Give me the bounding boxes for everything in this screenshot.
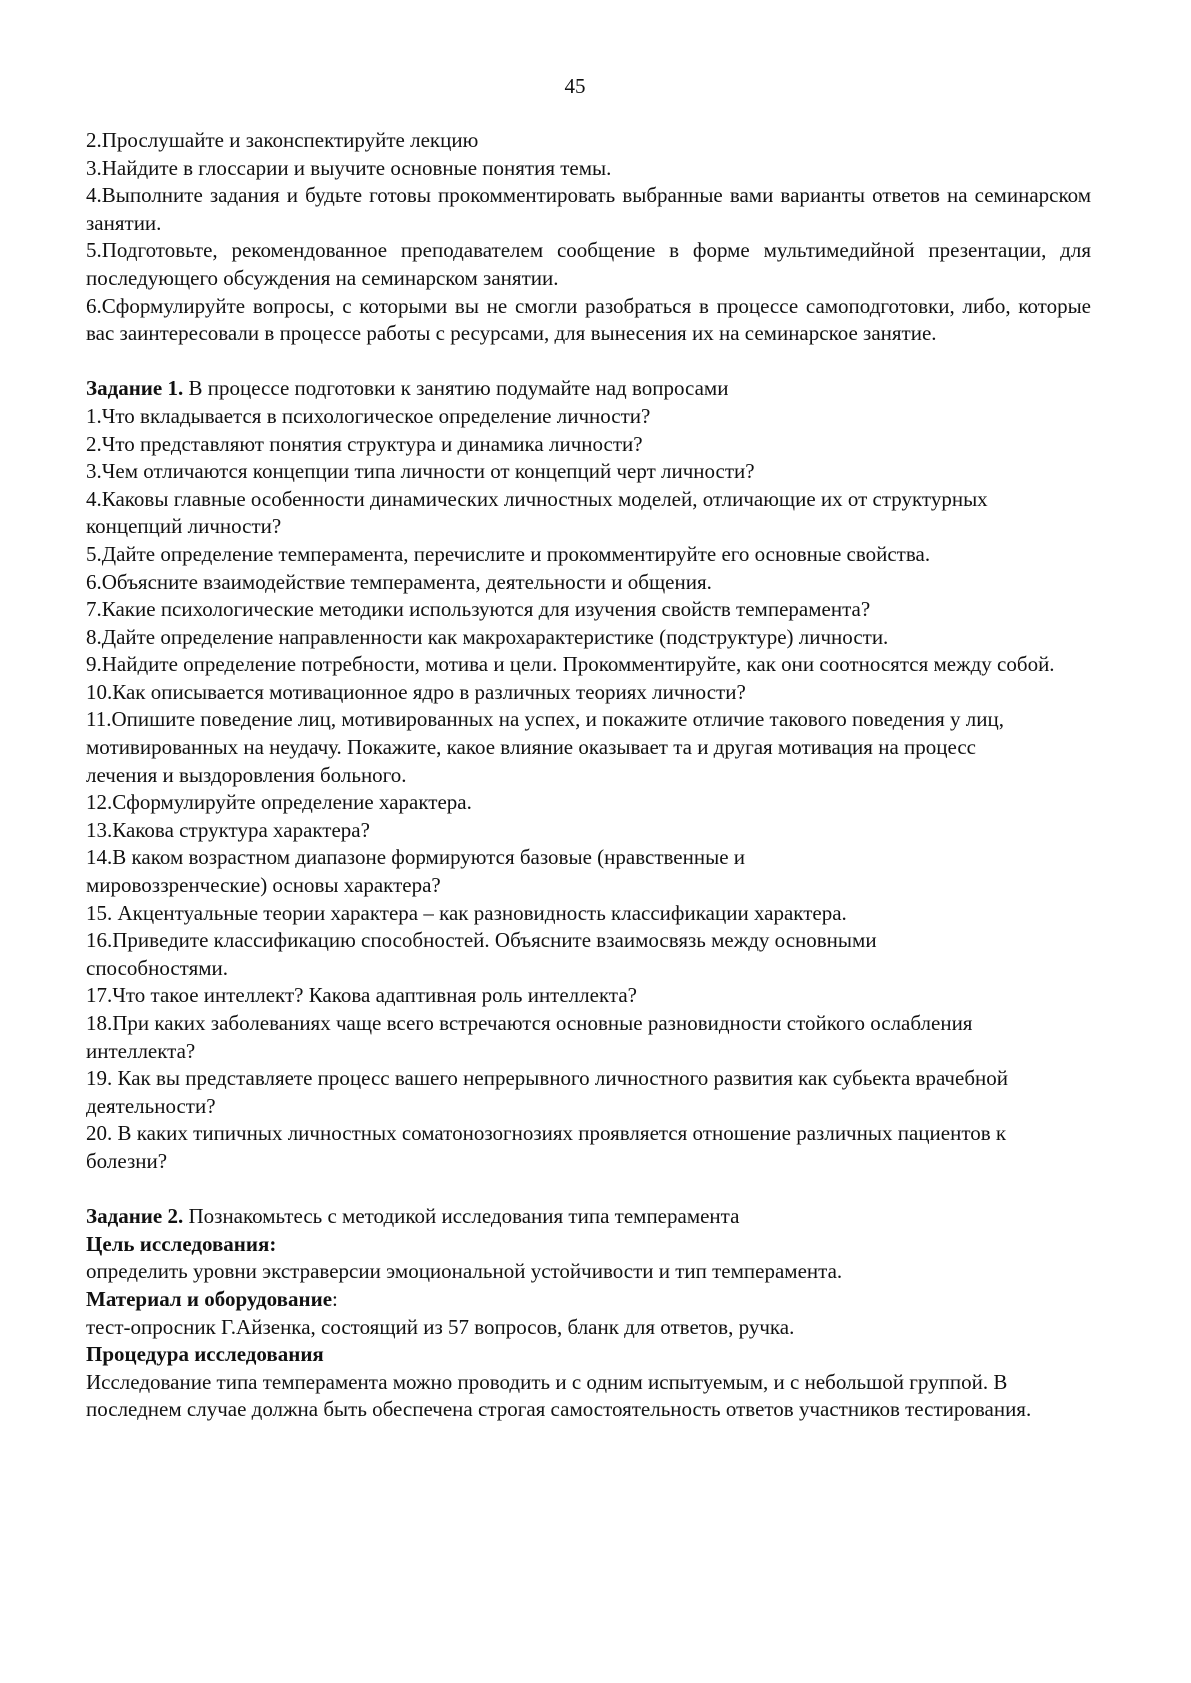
section-gap (86, 1176, 1091, 1204)
material-heading-line (86, 1286, 1091, 1314)
procedure-text: Исследование типа темперамента можно проводить и с одним испытуемым, и с небольшой группой. В последнем случае должна быть обеспечена строгая самостоятельность ответов участников тестирования. (86, 1369, 1032, 1422)
question-11: 11.Опишите поведение лиц, мотивированных на успех, и покажите отличие такового поведения у лиц, мотивированных на неудачу. Покажите, какое влияние оказывает та и другая мотивация на процесс лечения и выздоровления больного. (86, 707, 1004, 787)
question-18: 18.При каких заболеваниях чаще всего встречаются основные разновидности стойкого ослабления интеллекта? (86, 1011, 973, 1063)
question-20: 20. В каких типичных личностных соматонозогнозиях проявляется отношение различных пациентов к болезни? (86, 1121, 1007, 1173)
task1-text: В процессе подготовки к занятию подумайте над вопросами (183, 376, 729, 401)
intro-step-3: 3.Найдите в глоссарии и выучите основные понятия темы. (86, 155, 612, 180)
goal-heading: Цель исследования: (86, 1231, 277, 1256)
goal-text: определить уровни экстраверсии эмоциональной устойчивости и тип темперамента. (86, 1259, 843, 1284)
task2-text: Познакомьтесь с методикой исследования типа темперамента (183, 1204, 740, 1229)
page-number: 45 (564, 74, 586, 98)
page-content (86, 127, 1091, 1424)
task1-heading (86, 375, 1091, 403)
question-6: 6.Объясните взаимодействие темперамента, деятельности и общения. (86, 569, 712, 594)
material-heading: Материал и оборудование (86, 1286, 333, 1311)
question-12: 12.Сформулируйте определение характера. (86, 790, 472, 815)
question-7: 7.Какие психологические методики используются для изучения свойств темперамента? (86, 597, 871, 622)
question-19: 19. Как вы представляете процесс вашего непрерывного личностного развития как субьекта врачебной деятельности? (86, 1066, 1008, 1118)
question-10: 10.Как описывается мотивационное ядро в различных теориях личности? (86, 679, 746, 704)
question-1: 1.Что вкладывается в психологическое определение личности? (86, 403, 651, 428)
procedure-heading: Процедура исследования (86, 1342, 324, 1367)
intro-step-2: 2.Прослушайте и законспектируйте лекцию (86, 128, 479, 152)
question-15: 15. Акцентуальные теории характера – как разновидность классификации характера. (86, 900, 847, 925)
question-16: 16.Приведите классификацию способностей. Объясните взаимосвязь между основными способностями. (86, 928, 877, 980)
task2-label: Задание 2. (86, 1204, 184, 1229)
question-14: 14.В каком возрастном диапазоне формируются базовые (нравственные и мировоззренческие) основы характера? (86, 845, 745, 898)
task1-label: Задание 1. (86, 376, 184, 401)
material-text: тест-опросник Г.Айзенка, состоящий из 57 вопросов, бланк для ответов, ручка. (86, 1314, 795, 1339)
question-9: 9.Найдите определение потребности, мотива и цели. Прокомментируйте, как они соотносятся между собой. (86, 652, 1055, 677)
question-2: 2.Что представляют понятия структура и динамика личности? (86, 431, 643, 456)
section-gap (86, 348, 1091, 376)
intro-step-5: 5.Подготовьте, рекомендованное преподавателем сообщение в форме мультимедийной презентации, для последующего обсуждения на семинарском занятии. (86, 238, 1091, 290)
material-colon: : (332, 1286, 338, 1311)
question-8: 8.Дайте определение направленности как макрохарактеристике (подструктуре) личности. (86, 624, 889, 649)
task2-heading (86, 1203, 1091, 1231)
question-5: 5.Дайте определение темперамента, перечислите и прокомментируйте его основные свойства. (86, 541, 931, 566)
question-17: 17.Что такое интеллект? Какова адаптивная роль интеллекта? (86, 983, 637, 1008)
question-3: 3.Чем отличаются концепции типа личности от концепций черт личности? (86, 459, 755, 484)
intro-step-6: 6.Сформулируйте вопросы, с которыми вы не смогли разобраться в процессе самоподготовки, либо, которые вас заинтересовали в процессе работы с ресурсами, для вынесения их на семинарское занятие. (86, 293, 1091, 346)
intro-step-4: 4.Выполните задания и будьте готовы прокомментировать выбранные вами варианты ответов на семинарском занятии. (86, 183, 1091, 235)
question-4: 4.Каковы главные особенности динамических личностных моделей, отличающие их от структурных концепций личности? (86, 486, 988, 539)
question-13: 13.Какова структура характера? (86, 817, 370, 842)
